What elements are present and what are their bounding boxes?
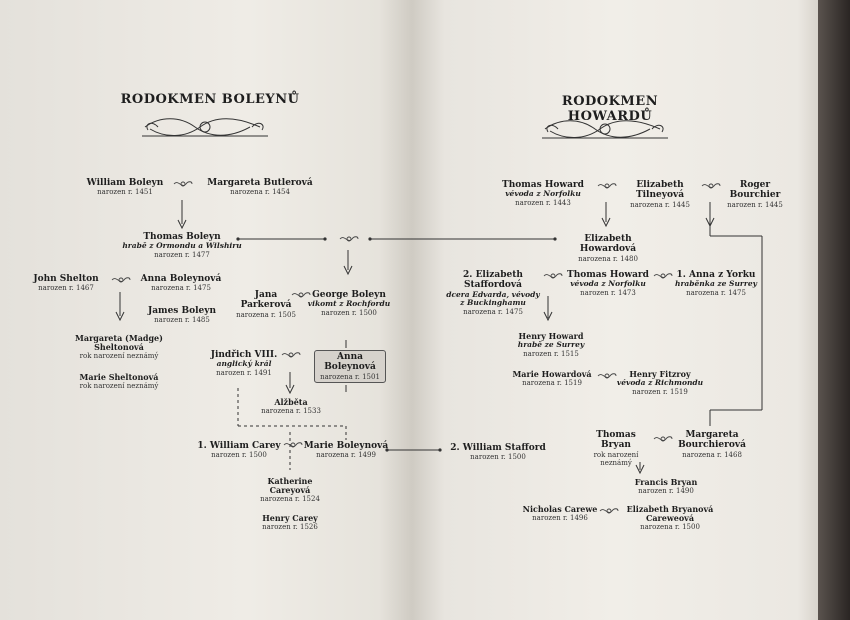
person-date: rok narození neznámý <box>79 352 159 361</box>
person-date: narozena r. 1480 <box>578 254 638 263</box>
marriage-link-icon <box>652 271 674 281</box>
person-name: Elizabeth Howardová <box>579 234 637 255</box>
marriage-link-icon <box>282 440 304 450</box>
person-name: Tilneyová <box>635 190 685 201</box>
right-page-title: RODOKMEN HOWARDŮ <box>561 94 659 124</box>
person-name: Marie Howardová <box>512 369 592 379</box>
person-title: z Buckinghamu <box>460 298 526 308</box>
person-title: hrabě ze Surrey <box>517 340 585 350</box>
person-date: narozen r. 1500 <box>321 308 377 317</box>
person-name: Thomas Howard <box>502 180 584 190</box>
person-name: 2. William Stafford <box>450 443 546 453</box>
person-marie-boleynova <box>302 441 390 459</box>
person-date: narozen r. 1473 <box>580 288 636 297</box>
person-name: James Boleyn <box>147 306 217 316</box>
person-name: Bourchier <box>729 190 781 201</box>
person-date: narozen r. 1496 <box>532 514 588 523</box>
person-marie-sheltonova <box>64 373 174 390</box>
person-anna-boleynova-sr <box>136 274 226 292</box>
person-name: Elizabeth <box>636 180 684 190</box>
person-date: narozen r. 1451 <box>97 188 153 197</box>
marriage-link-icon <box>652 434 674 444</box>
person-francis-bryan <box>626 478 706 495</box>
person-william-carey <box>196 441 282 459</box>
person-name: Boleynová <box>324 362 376 373</box>
person-date: narozena r. 1533 <box>261 407 321 416</box>
person-name: George Boleyn <box>312 290 386 300</box>
person-date: narozena r. 1524 <box>260 495 320 504</box>
marriage-link-icon <box>542 271 564 281</box>
person-thomas-howard-sr <box>494 180 592 207</box>
person-george-boleyn <box>306 290 392 317</box>
person-name: Careyová <box>269 485 311 496</box>
person-date: narozena r. 1475 <box>686 288 746 297</box>
person-katherine-careyova <box>250 477 330 503</box>
person-date: narozen r. 1500 <box>211 451 267 460</box>
person-date: narozen r. 1477 <box>154 250 210 259</box>
person-date: narozena r. 1501 <box>320 372 380 381</box>
person-date: narozen r. 1515 <box>523 349 579 358</box>
person-jindrich-viii <box>204 350 284 377</box>
person-name: Roger <box>739 180 771 190</box>
person-anna-boleynova <box>314 350 386 383</box>
person-name: Henry Fitzroy <box>629 369 691 379</box>
flourish-ornament-right <box>540 116 670 142</box>
person-date: narozen r. 1526 <box>262 523 318 532</box>
person-date: rok narození <box>593 450 639 459</box>
marriage-link-icon <box>338 234 360 244</box>
person-date: narozena r. 1475 <box>151 284 211 293</box>
person-name: 1. William Carey <box>197 441 281 451</box>
person-title: anglický král <box>216 359 272 369</box>
person-date: narozena r. 1499 <box>316 451 376 460</box>
person-name: Francis Bryan <box>634 477 698 487</box>
person-name: Margareta (Madge) <box>75 333 163 343</box>
person-name: 2. Elizabeth <box>463 270 523 280</box>
person-name: Elizabeth Bryanová <box>626 504 714 514</box>
person-marie-howardova <box>508 370 596 387</box>
person-date: narozen r. 1445 <box>727 200 783 209</box>
person-margareta-sheltonova <box>64 334 174 360</box>
person-date: narozena r. 1454 <box>230 188 290 197</box>
person-name: Jindřich VIII. <box>210 350 278 360</box>
person-jana-parkerova <box>226 290 306 319</box>
person-thomas-boleyn <box>122 232 242 259</box>
person-title: vévoda z Norfolku <box>570 279 646 289</box>
person-name: Thomas Bryan <box>596 430 636 451</box>
person-elizabeth-staffordova <box>442 270 544 316</box>
person-date: narozena r. 1475 <box>463 307 523 316</box>
person-date: narozena r. 1519 <box>522 379 582 388</box>
person-title: vévoda z Norfolku <box>505 189 581 199</box>
person-name: Katherine <box>267 476 313 486</box>
person-title: vévoda z Richmondu <box>616 378 704 388</box>
person-date: narozen r. 1467 <box>38 284 94 293</box>
person-name: Margareta <box>685 430 739 440</box>
person-henry-howard <box>508 332 594 358</box>
person-name: Nicholas Carewe <box>522 504 598 514</box>
person-nicholas-carewe <box>520 505 600 522</box>
person-date: narozen r. 1485 <box>154 316 210 325</box>
person-thomas-bryan <box>580 430 652 467</box>
person-date: narozen r. 1491 <box>216 368 272 377</box>
person-date: rok narození neznámý <box>79 382 159 391</box>
person-alzbeta <box>256 398 326 415</box>
person-date: narozen r. 1490 <box>638 487 694 496</box>
person-elizabeth-howardova <box>556 234 660 263</box>
person-john-shelton <box>26 274 106 292</box>
marriage-link-icon <box>598 506 620 516</box>
person-name: Marie Boleynová <box>303 441 389 451</box>
person-title: vikomt z Rochfordu <box>307 299 391 309</box>
person-name: Margareta Butlerová <box>207 178 313 188</box>
person-henry-carey <box>250 514 330 531</box>
person-name: 1. Anna z Yorku <box>676 270 756 280</box>
person-name: Thomas Boleyn <box>143 232 221 242</box>
person-name: Henry Howard <box>518 331 584 341</box>
flourish-ornament-left <box>140 114 270 140</box>
person-date: narozena r. 1445 <box>630 200 690 209</box>
person-name: Sheltonová <box>94 342 144 353</box>
person-name: Jana <box>254 290 278 300</box>
person-name: Thomas Howard <box>567 270 649 280</box>
person-name: William Boleyn <box>86 178 164 188</box>
person-elizabeth-bryanova <box>620 505 720 531</box>
marriage-link-icon <box>700 181 722 191</box>
marriage-link-icon <box>596 181 618 191</box>
person-name: Staffordová <box>464 280 522 291</box>
person-date: neznámý <box>600 458 632 467</box>
person-title: hrabě z Ormondu a Wilshiru <box>122 241 242 251</box>
person-thomas-howard <box>562 270 654 297</box>
person-title: hraběnka ze Surrey <box>675 279 757 289</box>
person-william-stafford <box>448 443 548 461</box>
marriage-link-icon <box>110 275 132 285</box>
left-page-title: RODOKMEN BOLEYNŮ <box>120 92 300 107</box>
person-name: Anna <box>337 352 363 362</box>
person-elizabeth-tilneyova <box>620 180 700 209</box>
person-name: John Shelton <box>33 274 99 284</box>
person-henry-fitzroy <box>614 370 706 396</box>
person-name: Henry Carey <box>262 513 318 523</box>
person-name: Parkerová <box>240 300 292 311</box>
person-date: narozen r. 1500 <box>470 453 526 462</box>
person-date: narozen r. 1519 <box>632 387 688 396</box>
person-title: dcera Edvarda, vévody <box>446 289 540 299</box>
person-date: narozena r. 1468 <box>682 450 742 459</box>
person-name: Bourchierová <box>678 440 746 451</box>
person-name: Anna Boleynová <box>140 274 222 284</box>
person-james-boleyn <box>140 306 224 324</box>
person-date: narozena r. 1500 <box>640 523 700 532</box>
person-roger-bourchier <box>722 180 788 209</box>
person-anna-z-yorku <box>674 270 758 297</box>
person-date: narozena r. 1505 <box>236 310 296 319</box>
person-name: Marie Sheltonová <box>79 372 159 382</box>
person-margareta-bourchierova <box>676 430 748 459</box>
person-name: Careweová <box>646 513 694 524</box>
person-margareta-butlerova <box>200 178 320 196</box>
person-name: Alžběta <box>274 397 308 407</box>
person-william-boleyn <box>70 178 180 196</box>
person-date: narozen r. 1443 <box>515 198 571 207</box>
